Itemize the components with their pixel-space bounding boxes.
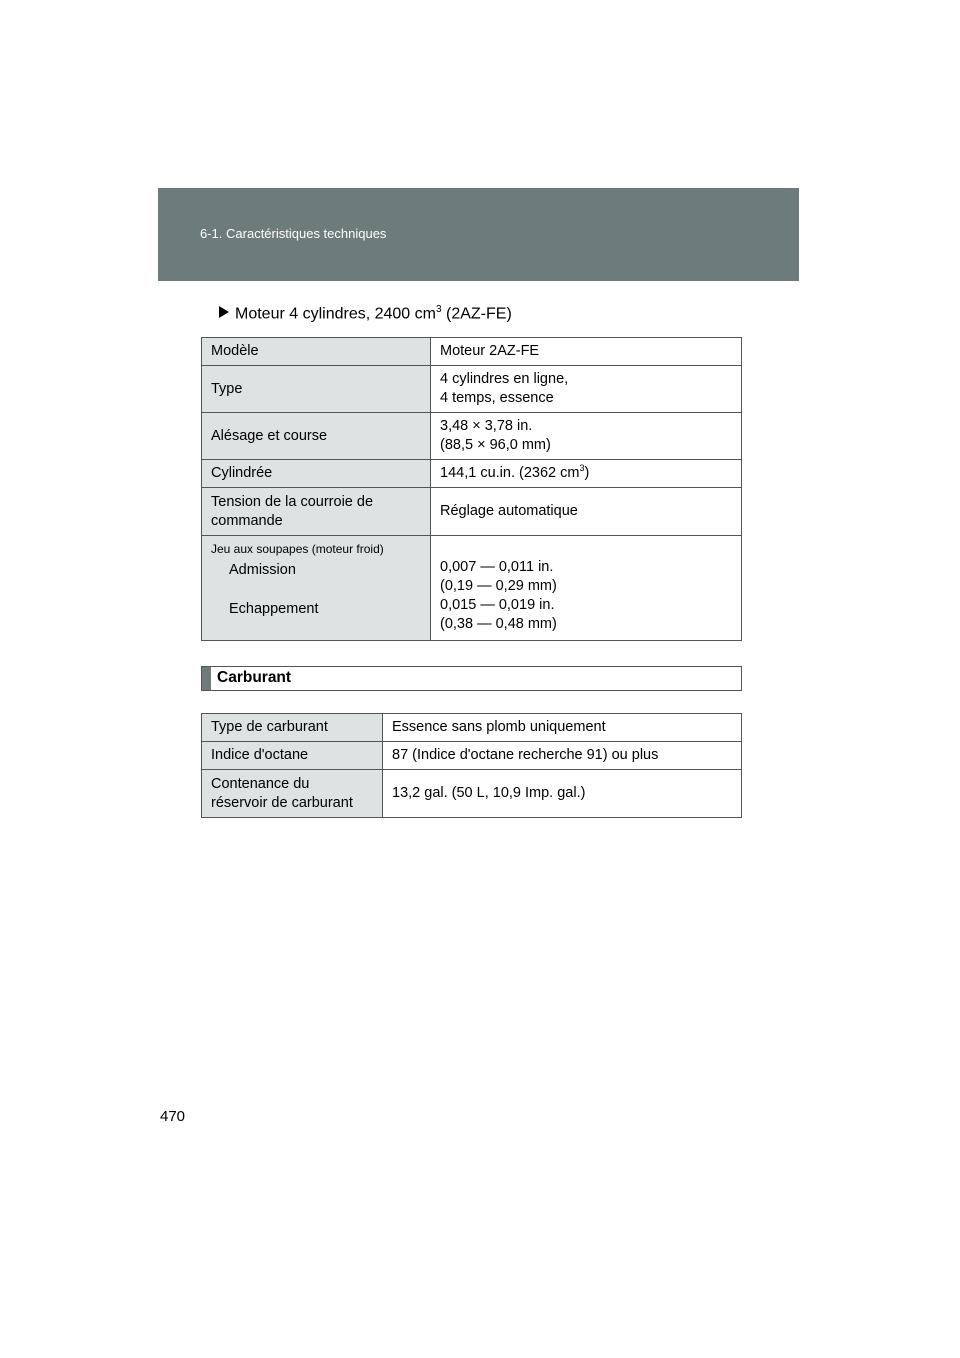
exhaust-label: Echappement bbox=[229, 601, 319, 617]
section-breadcrumb: 6-1. Caractéristiques techniques bbox=[200, 226, 387, 241]
row-value: 0,007 — 0,011 in. (0,19 — 0,29 mm) 0,015 — 0,019 in. (0,38 — 0,48 mm) bbox=[431, 536, 742, 641]
row-label: Tension de la courroie de commande bbox=[202, 488, 431, 536]
row-label: Alésage et course bbox=[202, 413, 431, 460]
page-number: 470 bbox=[160, 1108, 186, 1125]
header-band bbox=[158, 188, 799, 281]
fuel-spec-table bbox=[201, 713, 742, 818]
table-row bbox=[202, 770, 742, 818]
table-row bbox=[202, 742, 742, 770]
table-row bbox=[202, 488, 742, 536]
row-value: Réglage automatique bbox=[431, 488, 742, 536]
row-label: Cylindrée bbox=[202, 460, 431, 488]
row-value: 144,1 cu.in. (2362 $cm^3$) bbox=[431, 460, 742, 488]
row-value: 4 cylindres en ligne, 4 temps, essence bbox=[431, 366, 742, 413]
table-row bbox=[202, 366, 742, 413]
row-value: 13,2 gal. (50 L, 10,9 Imp. gal.) bbox=[383, 770, 742, 818]
row-label: Type bbox=[202, 366, 431, 413]
row-value: Moteur 2AZ-FE bbox=[431, 338, 742, 366]
table-row bbox=[202, 413, 742, 460]
row-value: 3,48 × 3,78 in. (88,5 × 96,0 mm) bbox=[431, 413, 742, 460]
row-label: Modèle bbox=[202, 338, 431, 366]
row-label bbox=[202, 536, 431, 641]
table-row bbox=[202, 536, 742, 641]
table-row bbox=[202, 714, 742, 742]
intake-label: Admission bbox=[229, 562, 296, 578]
section-title: Carburant bbox=[217, 669, 292, 686]
engine-spec-table bbox=[201, 337, 742, 641]
table-row bbox=[202, 460, 742, 488]
valve-clearance-label: Jeu aux soupapes (moteur froid) bbox=[211, 542, 384, 556]
row-label: Contenance du réservoir de carburant bbox=[202, 770, 383, 818]
row-value: 87 (Indice d'octane recherche 91) ou plus bbox=[383, 742, 742, 770]
triangle-bullet-icon bbox=[219, 306, 229, 318]
fuel-section-header bbox=[201, 666, 742, 691]
table-row bbox=[202, 338, 742, 366]
row-label: Indice d'octane bbox=[202, 742, 383, 770]
engine-heading: Moteur 4 cylindres, 2400 $cm^3$ (2AZ-FE) bbox=[219, 304, 512, 323]
row-label: Type de carburant bbox=[202, 714, 383, 742]
row-value: Essence sans plomb uniquement bbox=[383, 714, 742, 742]
section-accent bbox=[202, 667, 211, 690]
